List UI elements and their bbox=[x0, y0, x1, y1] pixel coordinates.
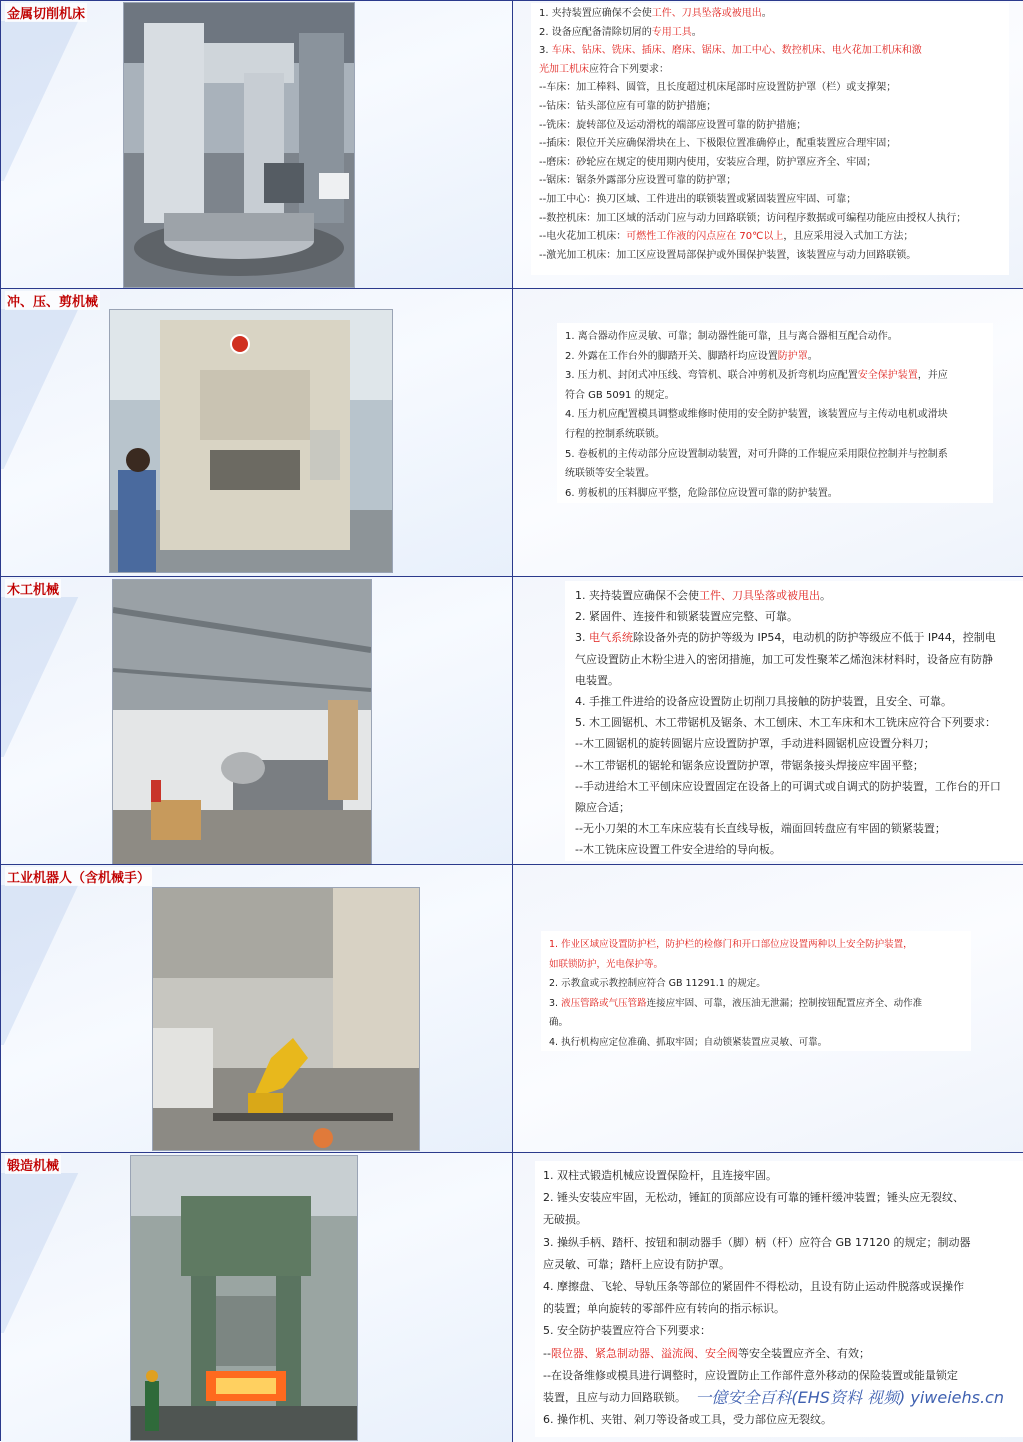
requirement-text: 6. 剪板机的压料脚应平整，危险部位应设置可靠的防护装置。 bbox=[565, 487, 838, 499]
requirement-text: --木工带锯机的锯轮和锯条应设置防护罩，带锯条接头焊接应牢固平整； bbox=[575, 758, 924, 772]
requirements-cell bbox=[513, 1, 1023, 288]
requirement-text: 应灵敏、可靠；踏杆上应设有防护罩。 bbox=[543, 1257, 730, 1271]
requirement-text: --手动进给木工平刨床应设置固定在设备上的可调式或自调式的防护装置，工作台的开口 bbox=[575, 779, 1001, 793]
requirement-line bbox=[549, 1033, 963, 1053]
requirement-line bbox=[575, 797, 1013, 818]
requirement-line bbox=[565, 445, 985, 465]
requirement-text: 统联锁等安全装置。 bbox=[565, 468, 655, 480]
requirement-text: 4. 摩擦盘、飞轮、导轨压条等部位的紧固件不得松动，且设有防止运动件脱落或误操作 bbox=[543, 1280, 964, 1294]
highlighted-term: 液压管路或气压管路 bbox=[561, 997, 647, 1009]
requirement-text: 装置，且应与动力回路联锁。 bbox=[543, 1391, 686, 1405]
highlighted-term: 光加工机床 bbox=[539, 63, 589, 75]
requirement-line bbox=[565, 386, 985, 406]
requirements-text bbox=[565, 581, 1023, 861]
requirements-text bbox=[557, 323, 993, 503]
requirement-line bbox=[543, 1365, 1015, 1387]
highlighted-term: 电气系统 bbox=[589, 631, 633, 645]
requirement-line bbox=[549, 1013, 963, 1033]
requirement-line bbox=[539, 79, 1001, 98]
requirement-text: 。 bbox=[691, 26, 702, 38]
requirement-line bbox=[565, 484, 985, 504]
requirement-line bbox=[565, 405, 985, 425]
requirement-line bbox=[575, 712, 1013, 733]
requirement-text: --数控机床：加工区域的活动门应与动力回路联锁；访问程序数据或可编程功能应由授权人执行； bbox=[539, 212, 967, 224]
requirement-line bbox=[539, 24, 1001, 43]
highlighted-term: 安全保护装置 bbox=[857, 370, 918, 382]
requirement-text: 符合 GB 5091 的规定。 bbox=[565, 389, 675, 401]
requirement-text: 3. bbox=[575, 631, 589, 645]
requirement-text: --木工圆锯机的旋转圆锯片应设置防护罩，手动进料圆锯机应设置分料刀； bbox=[575, 737, 935, 751]
requirement-text: 2. 设备应配备清除切屑的 bbox=[539, 26, 652, 38]
lathe-photo bbox=[123, 2, 355, 288]
requirement-text: 。 bbox=[820, 589, 831, 602]
category-label: 锻造机械 bbox=[5, 1155, 61, 1174]
requirement-text: --钻床：钻头部位应有可靠的防护措施； bbox=[539, 100, 717, 112]
category-label: 木工机械 bbox=[5, 579, 61, 598]
highlighted-term: 可燃性工作液的闪点应在 70℃以上 bbox=[626, 231, 784, 243]
requirement-line bbox=[543, 1232, 1015, 1254]
requirement-line bbox=[575, 776, 1013, 797]
highlighted-term: 车床、钻床、铣床、插床、磨床、锯床、加工中心、数控机床、电火花加工机床和激 bbox=[551, 45, 922, 57]
requirements-cell bbox=[513, 577, 1023, 864]
highlighted-term: 工件、刀具坠落或被甩出 bbox=[651, 8, 762, 19]
requirement-text: --无小刀架的木工车床应装有长直线导板，端面回转盘应有牢固的锁紧装置； bbox=[575, 822, 946, 836]
requirements-text bbox=[531, 3, 1009, 275]
requirements-cell bbox=[513, 1153, 1023, 1442]
requirement-text: 等安全装置应齐全、有效； bbox=[737, 1346, 870, 1360]
requirements-cell bbox=[513, 289, 1023, 576]
requirements-text bbox=[541, 931, 971, 1051]
requirement-text: 2. 锤头安装应牢固，无松动，锤缸的顶部应设有可靠的锤杆缓冲装置；锤头应无裂纹、 bbox=[543, 1191, 964, 1205]
image-cell bbox=[1, 1, 513, 288]
requirement-text: 4. 手推工件进给的设备应设置防止切削刀具接触的防护装置，且安全、可靠。 bbox=[575, 695, 952, 709]
requirement-text: --木工铣床应设置工件安全进给的导向板。 bbox=[575, 843, 781, 857]
table-row bbox=[1, 1, 1023, 289]
requirement-text: 的装置；单向旋转的零部件应有转向的指示标识。 bbox=[543, 1302, 785, 1316]
requirement-text: 除设备外壳的防护等级为 IP54，电动机的防护等级应不低于 IP44，控制电 bbox=[633, 631, 996, 645]
requirement-text: --电火花加工机床： bbox=[539, 231, 627, 243]
requirement-line bbox=[543, 1209, 1015, 1231]
table-row bbox=[1, 865, 1023, 1153]
requirement-line bbox=[543, 1254, 1015, 1276]
forging-photo bbox=[130, 1155, 358, 1441]
requirement-line bbox=[575, 649, 1013, 670]
requirement-line bbox=[565, 464, 985, 484]
requirement-text: --铣床：旋转部位及运动滑枕的端部应设置可靠的防护措施； bbox=[539, 119, 807, 131]
requirement-text: 气应设置防止木粉尘进入的密闭措施，加工可发性聚苯乙烯泡沫材料时，设备应有防静 bbox=[575, 652, 993, 666]
press-photo bbox=[109, 309, 393, 573]
requirement-text: 3. bbox=[549, 997, 562, 1009]
requirement-line bbox=[543, 1276, 1015, 1298]
requirement-text: 4. 压力机应配置模具调整或维修时使用的安全防护装置，该装置应与主传动电机或滑块 bbox=[565, 409, 948, 421]
requirement-line bbox=[539, 98, 1001, 117]
requirement-text: 1. 离合器动作应灵敏、可靠；制动器性能可靠，且与离合器相互配合动作。 bbox=[565, 331, 898, 342]
requirement-line bbox=[565, 425, 985, 445]
requirement-text: --锯床：锯条外露部分应设置可靠的防护罩； bbox=[539, 175, 737, 187]
requirement-text: 连接应牢固、可靠，液压油无泄漏；控制按钮配置应齐全、动作准 bbox=[646, 997, 923, 1009]
requirement-line bbox=[543, 1409, 1015, 1431]
requirement-line bbox=[575, 839, 1013, 860]
requirement-line bbox=[575, 691, 1013, 712]
requirement-text: --车床：加工棒料、圆管，且长度超过机床尾部时应设置防护罩（栏）或支撑架； bbox=[539, 82, 897, 94]
requirement-text: 隙应合适； bbox=[575, 801, 630, 815]
highlighted-term: 防护罩 bbox=[777, 350, 808, 362]
requirement-line bbox=[539, 191, 1001, 210]
category-label: 金属切削机床 bbox=[5, 3, 87, 22]
requirement-text: -- bbox=[543, 1346, 551, 1360]
requirement-line bbox=[539, 154, 1001, 173]
requirement-text: 行程的控制系统联锁。 bbox=[565, 428, 665, 440]
requirement-text: 无破损。 bbox=[543, 1213, 587, 1227]
table-row bbox=[1, 1153, 1023, 1442]
requirement-text: 。 bbox=[807, 350, 818, 362]
requirement-text: 电装置。 bbox=[575, 673, 619, 687]
requirement-line bbox=[543, 1187, 1015, 1209]
highlighted-term: 1. 作业区域应设置防护栏，防护栏的检修门和开口部位应设置两种以上安全防护装置， bbox=[549, 939, 913, 950]
requirement-text: 3. 操纵手柄、踏杆、按钮和制动器手（脚）柄（杆）应符合 GB 17120 的规定；制动器 bbox=[543, 1235, 971, 1249]
image-cell bbox=[1, 1153, 513, 1442]
requirement-text: 1. 夹持装置应确保不会使 bbox=[575, 589, 699, 602]
requirement-text: --激光加工机床：加工区应设置局部保护或外围保护装置，该装置应与动力回路联锁。 bbox=[539, 249, 917, 261]
requirement-line bbox=[539, 210, 1001, 229]
requirements-cell bbox=[513, 865, 1023, 1152]
requirement-text: --加工中心：换刀区域、工件进出的联锁装置或紧固装置应牢固、可靠； bbox=[539, 193, 857, 205]
category-label: 冲、压、剪机械 bbox=[5, 291, 100, 310]
requirement-line bbox=[543, 1343, 1015, 1365]
requirement-text: 1. 双柱式锻造机械应设置保险杆，且连接牢固。 bbox=[543, 1169, 777, 1182]
requirement-line bbox=[575, 585, 1013, 606]
requirement-text: 5. 安全防护装置应符合下列要求： bbox=[543, 1324, 711, 1338]
requirement-text: 确。 bbox=[549, 1017, 569, 1028]
image-cell bbox=[1, 865, 513, 1152]
requirement-line bbox=[575, 670, 1013, 691]
requirement-text: 3. 压力机、封闭式冲压线、弯管机、联合冲剪机及折弯机均应配置 bbox=[565, 370, 858, 382]
requirement-line bbox=[539, 172, 1001, 191]
requirement-text: 1. 夹持装置应确保不会使 bbox=[539, 8, 652, 19]
requirement-text: 2. 示教盒或示教控制应符合 GB 11291.1 的规定。 bbox=[549, 978, 766, 989]
requirement-line bbox=[539, 5, 1001, 24]
requirement-text: --在设备维修或模具进行调整时，应设置防止工作部件意外移动的保险装置或能量锁定 bbox=[543, 1368, 958, 1382]
robot-photo bbox=[152, 887, 420, 1151]
requirement-line bbox=[539, 117, 1001, 136]
woodworking-photo bbox=[112, 579, 372, 864]
requirement-text: 2. 紧固件、连接件和锁紧装置应完整、可靠。 bbox=[575, 610, 798, 624]
image-cell bbox=[1, 289, 513, 576]
requirement-text: 6. 操作机、夹钳、剁刀等设备或工具，受力部位应无裂纹。 bbox=[543, 1413, 832, 1427]
requirement-text: --插床：限位开关应确保滑块在上、下极限位置准确停止，配重装置应合理牢固； bbox=[539, 138, 897, 150]
requirement-line bbox=[539, 135, 1001, 154]
requirement-text: 3. bbox=[539, 45, 552, 57]
requirement-line bbox=[549, 974, 963, 994]
highlighted-term: 专用工具 bbox=[651, 26, 692, 38]
requirement-line bbox=[549, 955, 963, 975]
requirement-line bbox=[565, 366, 985, 386]
requirement-text: ，且应采用浸入式加工方法； bbox=[783, 231, 914, 243]
requirement-line bbox=[543, 1165, 1015, 1187]
requirement-line bbox=[575, 818, 1013, 839]
requirement-text: 5. 木工圆锯机、木工带锯机及锯条、木工刨床、木工车床和木工铣床应符合下列要求： bbox=[575, 716, 996, 730]
requirement-line bbox=[539, 42, 1001, 61]
image-cell bbox=[1, 577, 513, 864]
requirement-line bbox=[543, 1298, 1015, 1320]
requirement-line bbox=[539, 228, 1001, 247]
requirement-line bbox=[565, 327, 985, 347]
category-label: 工业机器人（含机械手） bbox=[5, 867, 152, 886]
requirement-line bbox=[575, 627, 1013, 648]
watermark: 一億安全百科(EHS资料 视频) yiweiehs.cn bbox=[695, 1388, 1004, 1407]
requirement-line bbox=[575, 733, 1013, 754]
requirement-text: 4. 执行机构应定位准确、抓取牢固；自动锁紧装置应灵敏、可靠。 bbox=[549, 1036, 828, 1048]
requirement-line bbox=[549, 935, 963, 955]
requirement-line bbox=[543, 1320, 1015, 1342]
requirement-line bbox=[565, 347, 985, 367]
requirement-text: 5. 卷板机的主传动部分应设置制动装置，对可升降的工作辊应采用限位控制并与控制系 bbox=[565, 448, 948, 460]
requirement-text: ，并应 bbox=[917, 370, 948, 382]
highlighted-term: 如联锁防护，光电保护等。 bbox=[549, 958, 664, 970]
requirement-text: --磨床：砂轮应在规定的使用期内使用，安装应合理，防护罩应齐全、牢固； bbox=[539, 156, 877, 168]
requirement-line bbox=[575, 606, 1013, 627]
requirement-line bbox=[539, 61, 1001, 80]
requirement-line bbox=[549, 994, 963, 1014]
highlighted-term: 限位器、紧急制动器、溢流阀、安全阀 bbox=[550, 1346, 738, 1360]
requirement-text: 2. 外露在工作台外的脚踏开关、脚踏杆均应设置 bbox=[565, 350, 778, 362]
requirement-line bbox=[539, 247, 1001, 266]
requirement-text: 。 bbox=[761, 8, 772, 19]
table-row bbox=[1, 289, 1023, 577]
highlighted-term: 工件、刀具坠落或被甩出 bbox=[699, 589, 820, 602]
requirement-text: 应符合下列要求： bbox=[589, 63, 669, 75]
requirement-line bbox=[575, 755, 1013, 776]
table-row bbox=[1, 577, 1023, 865]
